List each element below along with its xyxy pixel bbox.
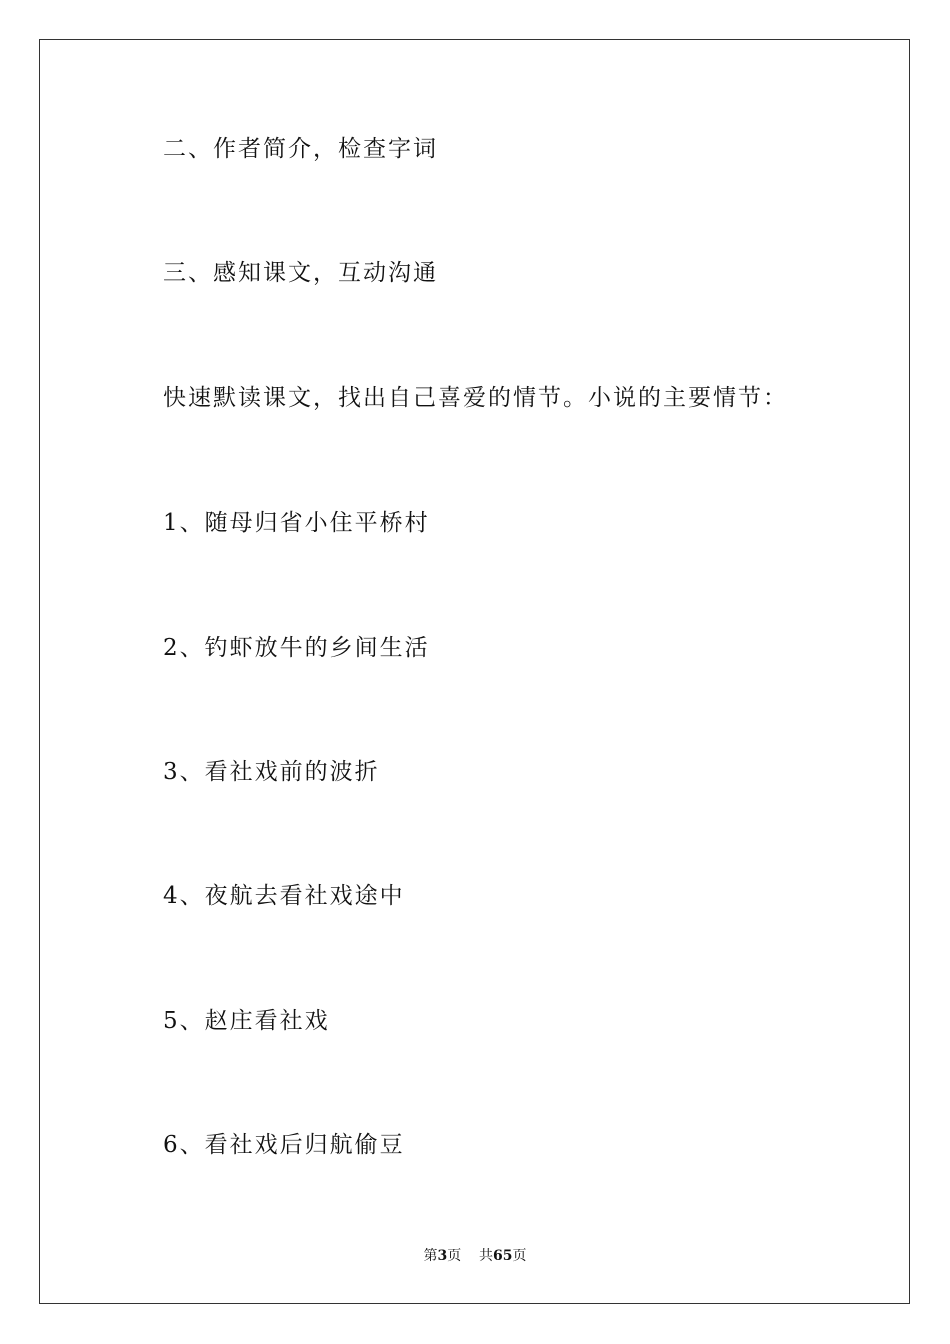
footer-page-total: 65 [493,1248,513,1264]
footer-page-prefix: 第 [423,1248,438,1264]
footer-total-suffix: 页 [512,1248,527,1264]
plot-item-2: 2、钓虾放牛的乡间生活 [163,635,430,661]
page-frame [39,39,910,1304]
page-footer [0,1246,950,1266]
plot-item-1: 1、随母归省小住平桥村 [163,510,430,536]
section-heading-perception: 三、感知课文，互动沟通 [163,260,438,286]
plot-item-3: 3、看社戏前的波折 [163,759,380,785]
plot-item-6: 6、看社戏后归航偷豆 [163,1132,405,1158]
plot-item-5: 5、赵庄看社戏 [163,1008,330,1034]
footer-page-current: 3 [437,1248,448,1264]
section-heading-author: 二、作者简介，检查字词 [163,136,438,162]
footer-page-suffix: 页 [447,1248,462,1264]
footer-total-prefix: 共 [479,1248,494,1264]
paragraph-instruction: 快速默读课文，找出自己喜爱的情节。小说的主要情节： [163,385,788,411]
plot-item-4: 4、夜航去看社戏途中 [163,883,405,909]
